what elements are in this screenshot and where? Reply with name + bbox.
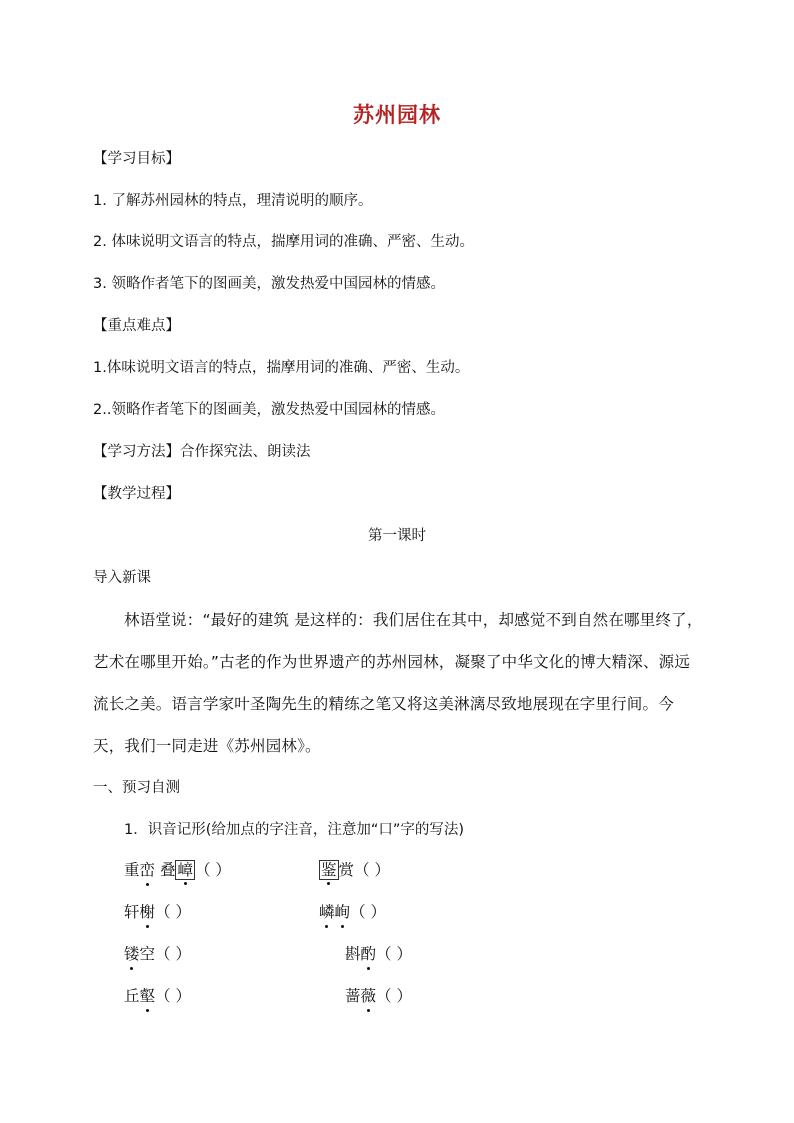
- vocab-char: 重: [124, 861, 140, 879]
- vocab-char: 轩: [124, 903, 140, 921]
- key-point-1: 1.体味说明文语言的特点，揣摩用词的准确、严密、生动。: [93, 360, 470, 376]
- answer-blank[interactable]: （ ）: [350, 903, 386, 921]
- goal-item-1: 1. 了解苏州园林的特点，理清说明的顺序。: [93, 193, 373, 209]
- key-point-2: 2..领略作者笔下的图画美，激发热爱中国园林的情感。: [93, 402, 445, 418]
- vocab-item-3: [124, 900, 191, 922]
- vocab-item-5: [124, 942, 191, 964]
- vocab-item-7: [124, 984, 191, 1006]
- vocab-char-boxed: 鉴: [321, 861, 337, 879]
- vocab-char: 叠: [159, 861, 176, 879]
- vocab-item-8: [345, 984, 412, 1006]
- vocab-char-boxed: 嶂: [177, 861, 193, 879]
- vocab-item-1: [124, 858, 231, 880]
- process-heading: 【教学过程】: [93, 486, 180, 502]
- lesson-label: 第一课时: [368, 528, 426, 544]
- vocab-char-dotted: 榭: [140, 900, 156, 922]
- vocab-char-dotted: 镂: [124, 942, 140, 964]
- vocab-item-4: [319, 900, 386, 922]
- answer-blank[interactable]: （ ）: [155, 945, 191, 963]
- vocab-char: 蔷: [345, 987, 361, 1005]
- answer-blank[interactable]: （ ）: [376, 987, 412, 1005]
- goal-item-3: 3. 领略作者笔下的图画美，激发热爱中国园林的情感。: [93, 276, 445, 292]
- answer-blank[interactable]: （ ）: [155, 987, 191, 1005]
- vocab-char: 空: [139, 945, 156, 963]
- intro-heading: 导入新课: [93, 570, 151, 586]
- exercise-1-instruction: 1．识音记形(给加点的字注音，注意加“口”字的写法): [124, 822, 465, 838]
- intro-paragraph: 林语堂说：“最好的建筑 是这样的：我们居住在其中，却感觉不到自然在哪里终了，艺术在哪里开始。”古老的作为世界遗产的苏州园林，凝聚了中华文化的博大精深、源远流长之美。语言学家叶圣陶先生的精练之笔又将这美淋漓尽致地展现在字里行间。今天，我们一同走进《苏州园林》。: [93, 611, 703, 755]
- key-points-heading: 【重点难点】: [93, 318, 180, 334]
- answer-blank[interactable]: （ ）: [155, 903, 191, 921]
- goals-heading: 【学习目标】: [93, 151, 180, 167]
- vocab-char-dotted: 薇: [361, 984, 377, 1006]
- goal-item-2: 2. 体味说明文语言的特点，揣摩用词的准确、严密、生动。: [93, 234, 474, 250]
- vocab-item-2: [319, 858, 390, 880]
- vocab-char: 斟: [345, 945, 361, 963]
- vocab-char-dotted: 峦: [140, 858, 156, 880]
- answer-blank[interactable]: （ ）: [354, 861, 390, 879]
- vocab-char-dotted: 酌: [361, 942, 377, 964]
- vocab-char-dotted: 壑: [140, 984, 156, 1006]
- answer-blank[interactable]: （ ）: [376, 945, 412, 963]
- document-title: 苏州园林: [353, 103, 441, 127]
- vocab-char: 丘: [124, 987, 140, 1005]
- vocab-char: 赏: [338, 861, 355, 879]
- method-line: 【学习方法】合作探究法、朗读法: [93, 444, 311, 460]
- vocab-item-6: [345, 942, 412, 964]
- answer-blank[interactable]: （ ）: [195, 861, 231, 879]
- preview-heading: 一、预习自测: [93, 780, 180, 796]
- vocab-char-dotted: 嶙: [319, 900, 335, 922]
- vocab-char-dotted: 峋: [335, 900, 351, 922]
